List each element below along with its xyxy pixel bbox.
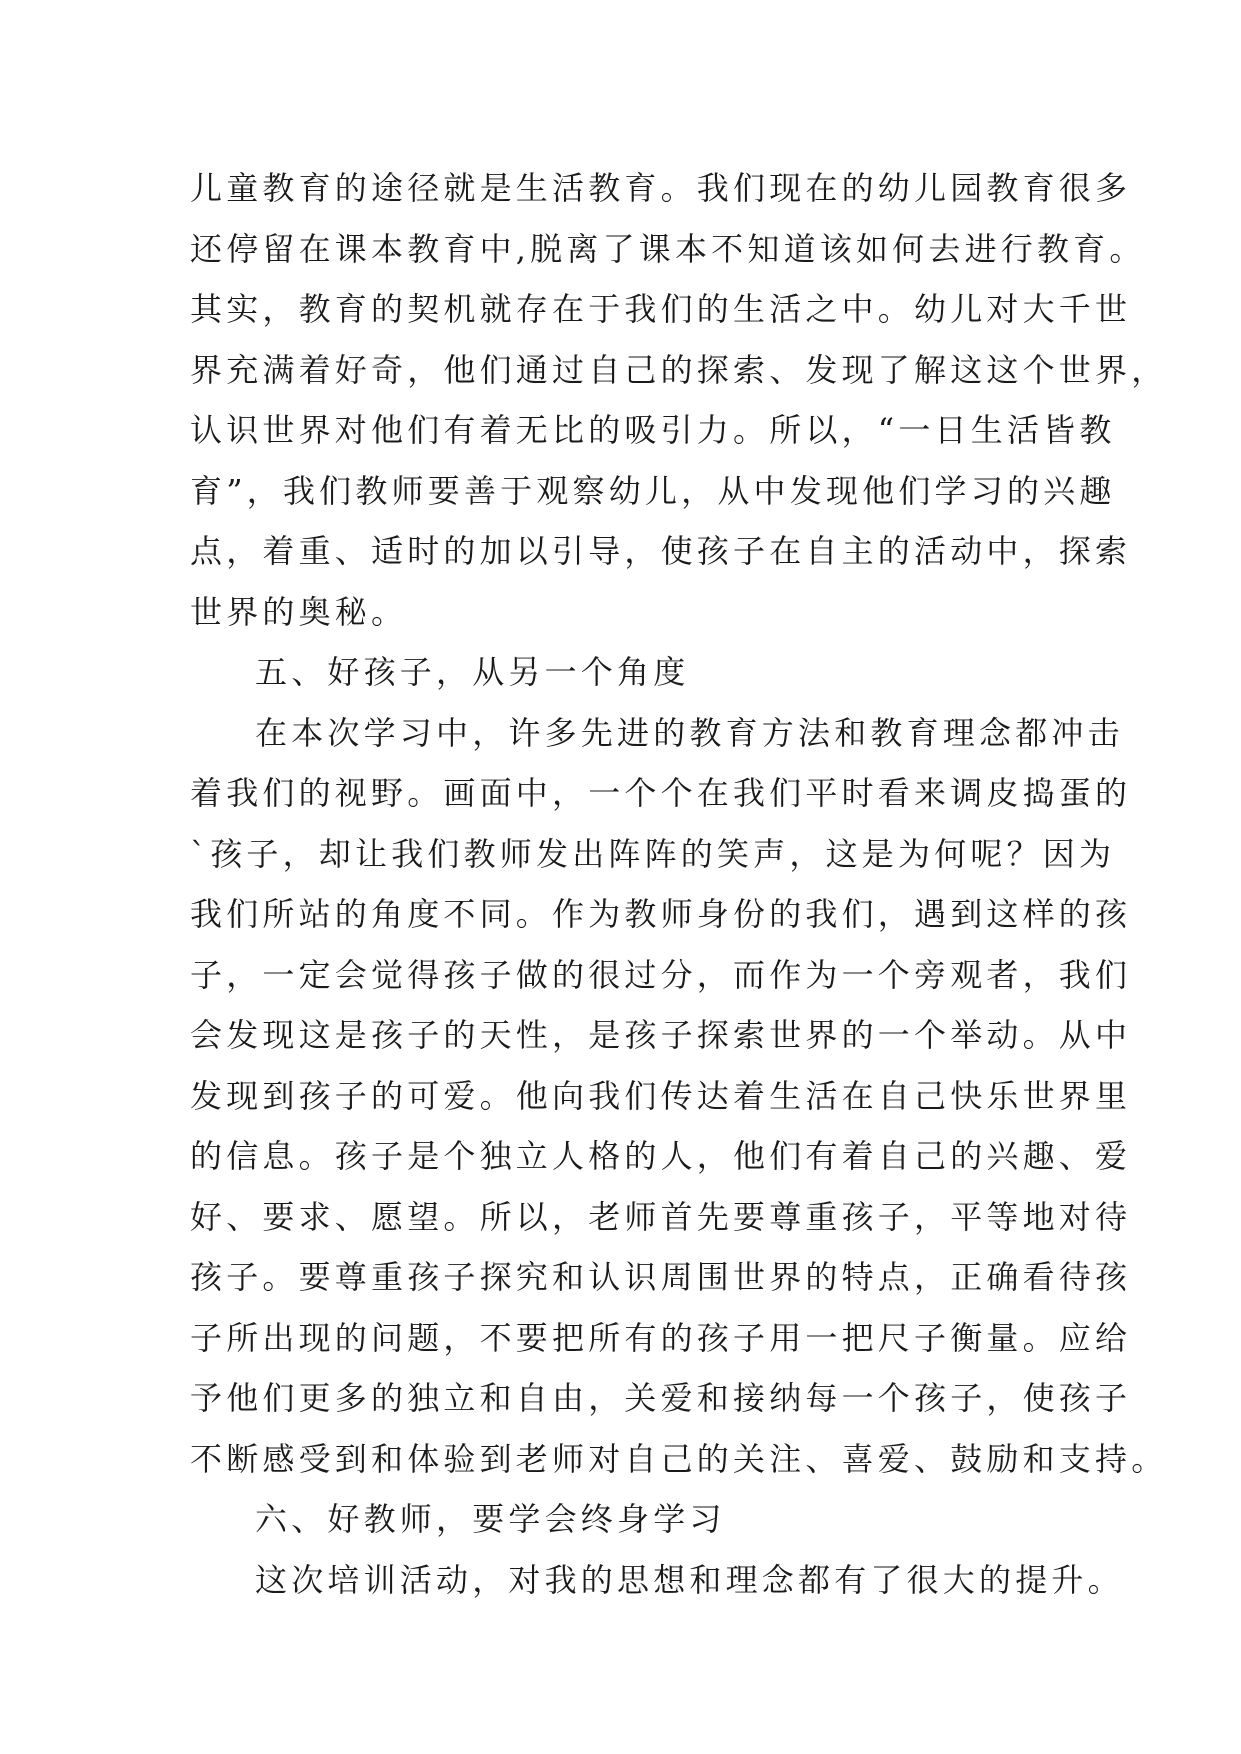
text-line: 我们所站的角度不同。作为教师身份的我们，遇到这样的孩 <box>190 895 1132 933</box>
text-line: 不断感受到和体验到老师对自己的关注、喜爱、鼓励和支持。 <box>190 1439 1168 1478</box>
text-line: 子所出现的问题，不要把所有的孩子用一把尺子衡量。应给 <box>190 1318 1132 1357</box>
text-line: 其实，教育的契机就存在于我们的生活之中。幼儿对大千世 <box>190 290 1132 328</box>
text-line: 好、要求、愿望。所以，老师首先要尊重孩子，平等地对待 <box>190 1197 1132 1236</box>
text-line: 着我们的视野。画面中，一个个在我们平时看来调皮捣蛋的 <box>190 774 1132 812</box>
text-line: 点，着重、适时的加以引导，使孩子在自主的活动中，探索 <box>190 532 1132 570</box>
text-line: 在本次学习中，许多先进的教育方法和教育理念都冲击 <box>255 713 1124 752</box>
document-body <box>190 158 1168 1610</box>
text-line: 世界的奥秘。 <box>190 592 408 631</box>
text-line: 予他们更多的独立和自由，关爱和接纳每一个孩子，使孩子 <box>190 1379 1132 1417</box>
text-line: 会发现这是孩子的天性，是孩子探索世界的一个举动。从中 <box>190 1016 1132 1054</box>
text-line: 认识世界对他们有着无比的吸引力。所以，“一日生活皆教 <box>190 411 1116 449</box>
text-line: 孩子。要尊重孩子探究和认识周围世界的特点，正确看待孩 <box>190 1258 1132 1296</box>
text-line: 这次培训活动，对我的思想和理念都有了很大的提升。 <box>255 1560 1124 1599</box>
text-line: 育”，我们教师要善于观察幼儿，从中发现他们学习的兴趣 <box>190 471 1116 510</box>
text-line: 发现到孩子的可爱。他向我们传达着生活在自己快乐世界里 <box>190 1076 1132 1115</box>
text-line: 界充满着好奇，他们通过自己的探索、发现了解这这个世界， <box>190 350 1168 389</box>
text-line: 的信息。孩子是个独立人格的人，他们有着自己的兴趣、爱 <box>190 1137 1132 1175</box>
text-line: 子，一定会觉得孩子做的很过分，而作为一个旁观者，我们 <box>190 955 1132 994</box>
text-line: `孩子，却让我们教师发出阵阵的笑声，这是为何呢？因为 <box>190 834 1116 873</box>
text-line: 儿童教育的途径就是生活教育。我们现在的幼儿园教育很多 <box>190 169 1132 207</box>
section-heading: 六、好教师，要学会终身学习 <box>255 1500 726 1538</box>
section-heading: 五、好孩子，从另一个角度 <box>255 653 690 691</box>
text-line: 还停留在课本教育中,脱离了课本不知道该如何去进行教育。 <box>190 229 1146 268</box>
